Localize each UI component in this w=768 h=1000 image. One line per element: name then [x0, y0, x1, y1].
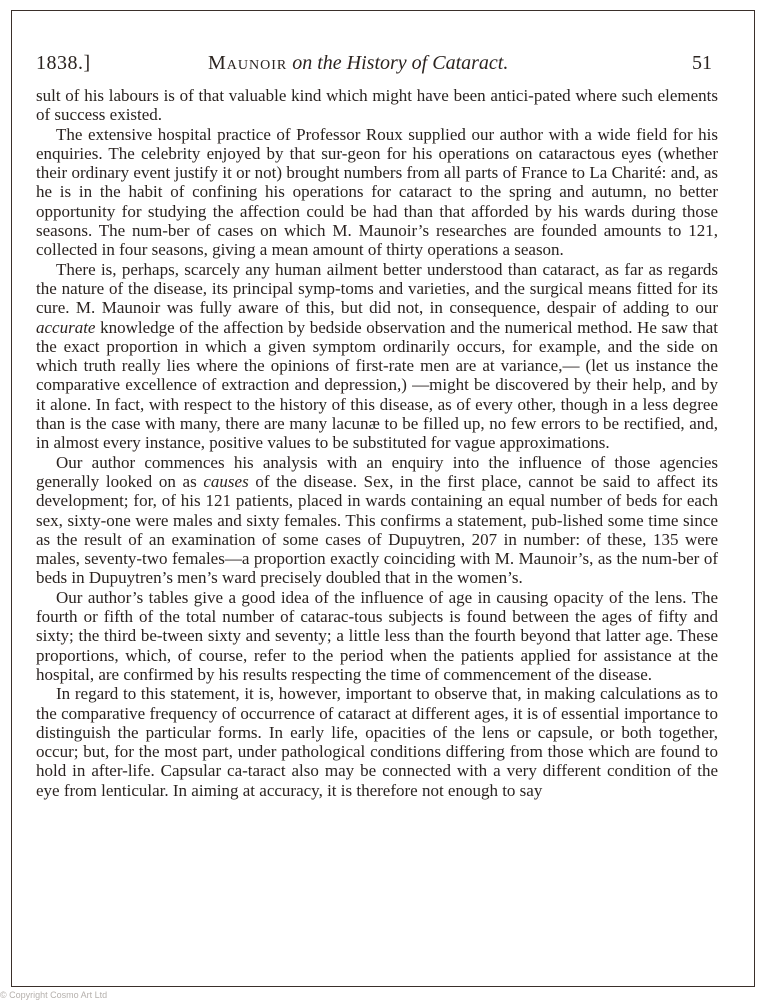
running-header	[36, 48, 712, 80]
paragraph	[36, 684, 718, 800]
header-title	[208, 52, 508, 75]
header-title-rest: on the History of Cataract.	[287, 52, 509, 74]
paragraph-text: sult of his labours is of that valuable kind which might have been antici-pated where such elements of success existed.	[36, 86, 718, 125]
paragraph	[36, 453, 718, 588]
italic-text: accurate	[36, 317, 96, 337]
paragraph-text: Our author commences his analysis with an enquiry into the influence of those agencies generally looked on as	[36, 452, 718, 491]
paragraph-text: Our author’s tables give a good idea of the influence of age in causing opacity of the lens. The fourth or fifth of the total number of catarac-tous subjects is found between the ages of fifty and sixty; the third be-tween sixty and seventy; a little less than the fourth beyond that latter age. These proportions, which, of course, refer to the period when the patients applied for assistance at the hospital, are confirmed by his results respecting the time of commencement of the disease.	[36, 587, 718, 684]
paragraph	[36, 260, 718, 453]
article-body	[36, 86, 718, 800]
paragraph	[36, 588, 718, 684]
page-number: 51	[692, 52, 712, 74]
header-title-author: Maunoir	[208, 52, 288, 74]
paragraph	[36, 125, 718, 260]
paragraph-text: There is, perhaps, scarcely any human ailment better understood than cataract, as far as regards the nature of the disease, its principal symp-toms and varieties, and the surgical means fitted for its cure. M. Maunoir was fully aware of this, but did not, in consequence, despair of adding to our	[36, 259, 718, 318]
copyright-notice: © Copyright Cosmo Art Ltd	[0, 990, 108, 1000]
paragraph	[36, 86, 718, 125]
paragraph-text: The extensive hospital practice of Professor Roux supplied our author with a wide field for his enquiries. The celebrity enjoyed by that sur-geon for his operations on cataractous eyes (whether their ordinary event justify it or not) brought numbers from all parts of France to La Charité: and, as he is in the habit of confining his operations for cataract to the spring and autumn, no better opportunity for studying the affection could be had than that afforded by his wards during those seasons. The num-ber of cases on which M. Maunoir’s researches are founded amounts to 121, collected in four seasons, giving a mean amount of thirty operations a season.	[36, 124, 718, 260]
paragraph-text: In regard to this statement, it is, however, important to observe that, in making calculations as to the comparative frequency of occurrence of cataract at different ages, it is of essential importance to distinguish the particular forms. In early life, opacities of the lens or capsule, or both together, occur; but, for the most part, under pathological conditions differing from those which are found to hold in after-life. Capsular ca-taract also may be connected with a very different condition of the eye from lenticular. In aiming at accuracy, it is therefore not enough to say	[36, 684, 718, 800]
paragraph-text: of the disease. Sex, in the first place, cannot be said to affect its development; for, of his 121 patients, placed in wards containing an equal number of beds for each sex, sixty-one were males and sixty females. This confirms a statement, pub-lished some time since as the result of an examination of some cases of Dupuytren, 207 in number: of these, 135 were males, seventy-two females—a proportion exactly coinciding with M. Maunoir’s, as the num-ber of beds in Dupuytren’s men’s ward precisely doubled that in the women’s.	[36, 471, 718, 588]
header-year: 1838.]	[36, 52, 91, 74]
paragraph-text: knowledge of the affection by bedside observation and the numerical method. He saw that the exact proportion in which a given symptom ordinarily occurs, for example, and the side on which truth really lies where the opinions of first-rate men are at variance,— (let us instance the comparative excellence of extraction and depression,) —might be discovered by their help, and by it alone. In fact, with respect to the history of this disease, as of every other, though in a less degree than is the case with many, there are many lacunæ to be filled up, no few errors to be rectified, and, in almost every instance, positive values to be substituted for vague approximations.	[36, 317, 718, 453]
italic-text: causes	[203, 471, 249, 491]
